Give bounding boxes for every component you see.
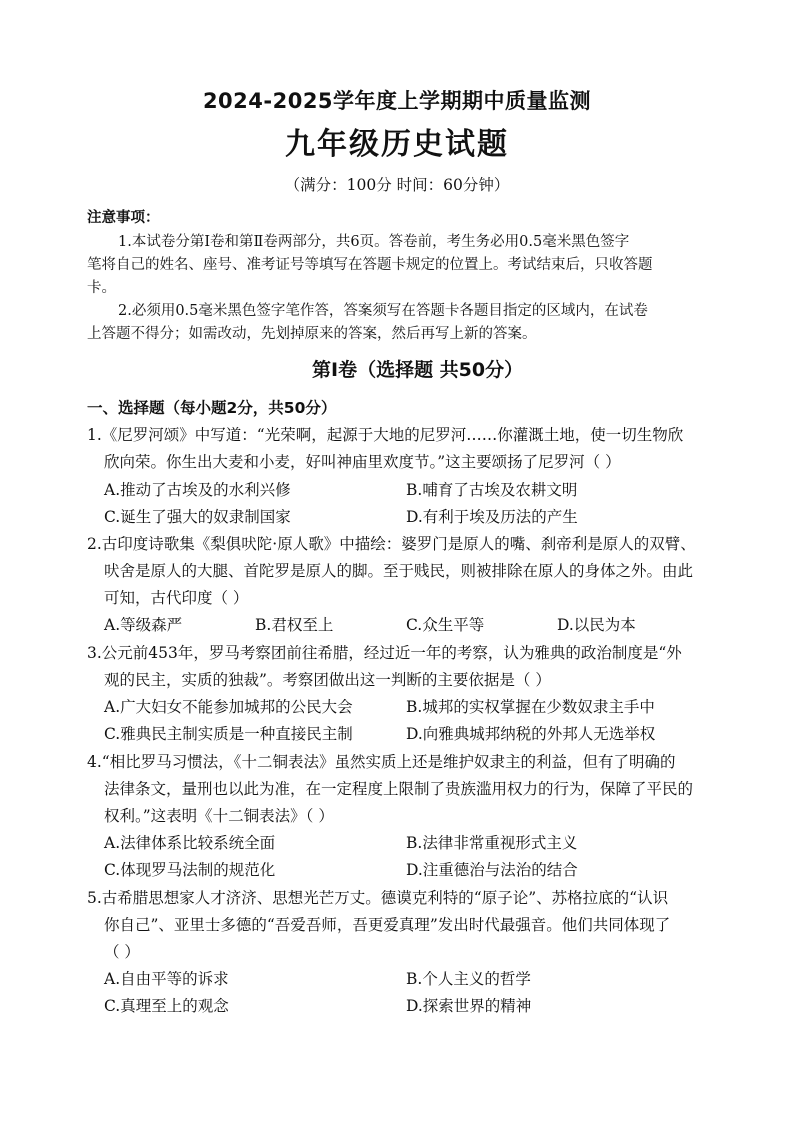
option-c: C.雅典民主制实质是一种直接民主制: [104, 725, 353, 743]
notice-line: 笔将自己的姓名、座号、准考证号等填写在答题卡规定的位置上。考试结束后，只收答题: [87, 257, 653, 273]
question-text: 可知，古代印度（ ）: [104, 589, 249, 607]
option-d: D.注重德治与法治的结合: [406, 861, 578, 879]
question-text: 1.《尼罗河颂》中写道：“光荣啊，起源于大地的尼罗河……你灌溉土地，使一切生物欣: [87, 426, 684, 444]
option-a: A.推动了古埃及的水利兴修: [104, 481, 291, 499]
notice-line: 2.必须用0.5毫米黑色签字笔作答，答案须写在答题卡各题目指定的区域内，在试卷: [118, 303, 648, 319]
option-b: B.城邦的实权掌握在少数奴隶主手中: [406, 698, 655, 716]
exam-meta: （满分：100分 时间：60分钟）: [284, 176, 510, 194]
question-text: 权利。”这表明《十二铜表法》（ ）: [104, 807, 334, 825]
question-text: （ ）: [104, 943, 140, 961]
question-text: 观的民主，实质的独裁”。考察团做出这一判断的主要依据是（ ）: [104, 671, 551, 689]
option-d: D.向雅典城邦纳税的外邦人无选举权: [406, 725, 656, 743]
option-a: A.广大妇女不能参加城邦的公民大会: [104, 698, 353, 716]
question-text: 你自己”、亚里士多德的“吾爱吾师，吾更爱真理”发出时代最强音。他们共同体现了: [104, 916, 671, 934]
question-text: 法律条文，量刑也以此为准，在一定程度上限制了贵族滥用权力的行为，保障了平民的: [104, 780, 694, 798]
notice-line: 卡。: [87, 280, 116, 296]
option-a: A.法律体系比较系统全面: [104, 834, 276, 852]
question-text: 欣向荣。你生出大麦和小麦，好叫神庙里欢度节。”这主要颂扬了尼罗河（ ）: [104, 453, 621, 471]
option-c: C.体现罗马法制的规范化: [104, 861, 276, 879]
question-text: 吠舍是原人的大腿、首陀罗是原人的脚。至于贱民，则被排除在原人的身体之外。由此: [104, 562, 694, 580]
option-b: B.个人主义的哲学: [406, 970, 531, 988]
option-a: A.等级森严: [104, 616, 183, 634]
section-title: 第Ⅰ卷（选择题 共50分）: [312, 359, 524, 381]
question-text: 2.古印度诗歌集《梨俱吠陀·原人歌》中描绘：婆罗门是原人的嘴、刹帝利是原人的双臂、: [87, 535, 696, 553]
question-text: 4.“相比罗马习惯法，《十二铜表法》虽然实质上还是维护奴隶主的利益，但有了明确的: [87, 753, 676, 771]
option-d: D.以民为本: [557, 616, 636, 634]
exam-subject-title: 九年级历史试题: [285, 127, 509, 162]
part-heading: 一、选择题（每小题2分，共50分）: [87, 399, 337, 417]
option-d: D.有利于埃及历法的产生: [406, 508, 578, 526]
option-c: C.诞生了强大的奴隶制国家: [104, 508, 291, 526]
option-d: D.探索世界的精神: [406, 997, 532, 1015]
option-b: B.君权至上: [255, 616, 334, 634]
exam-year-title: 2024-2025学年度上学期期中质量监测: [202, 89, 592, 113]
notice-line: 上答题不得分；如需改动，先划掉原来的答案，然后再写上新的答案。: [87, 326, 537, 342]
option-c: C.真理至上的观念: [104, 997, 229, 1015]
option-b: B.哺育了古埃及农耕文明: [406, 481, 578, 499]
notice-line: 1.本试卷分第Ⅰ卷和第Ⅱ卷两部分，共6页。答卷前，考生务必用0.5毫米黑色签字: [118, 234, 630, 250]
question-text: 5.古希腊思想家人才济济、思想光芒万丈。德谟克利特的“原子论”、苏格拉底的“认识: [87, 889, 669, 907]
notice-heading: 注意事项：: [87, 210, 160, 226]
option-b: B.法律非常重视形式主义: [406, 834, 578, 852]
question-text: 3.公元前453年，罗马考察团前往希腊，经过近一年的考察，认为雅典的政治制度是“外: [87, 644, 682, 662]
option-c: C.众生平等: [406, 616, 485, 634]
option-a: A.自由平等的诉求: [104, 970, 229, 988]
